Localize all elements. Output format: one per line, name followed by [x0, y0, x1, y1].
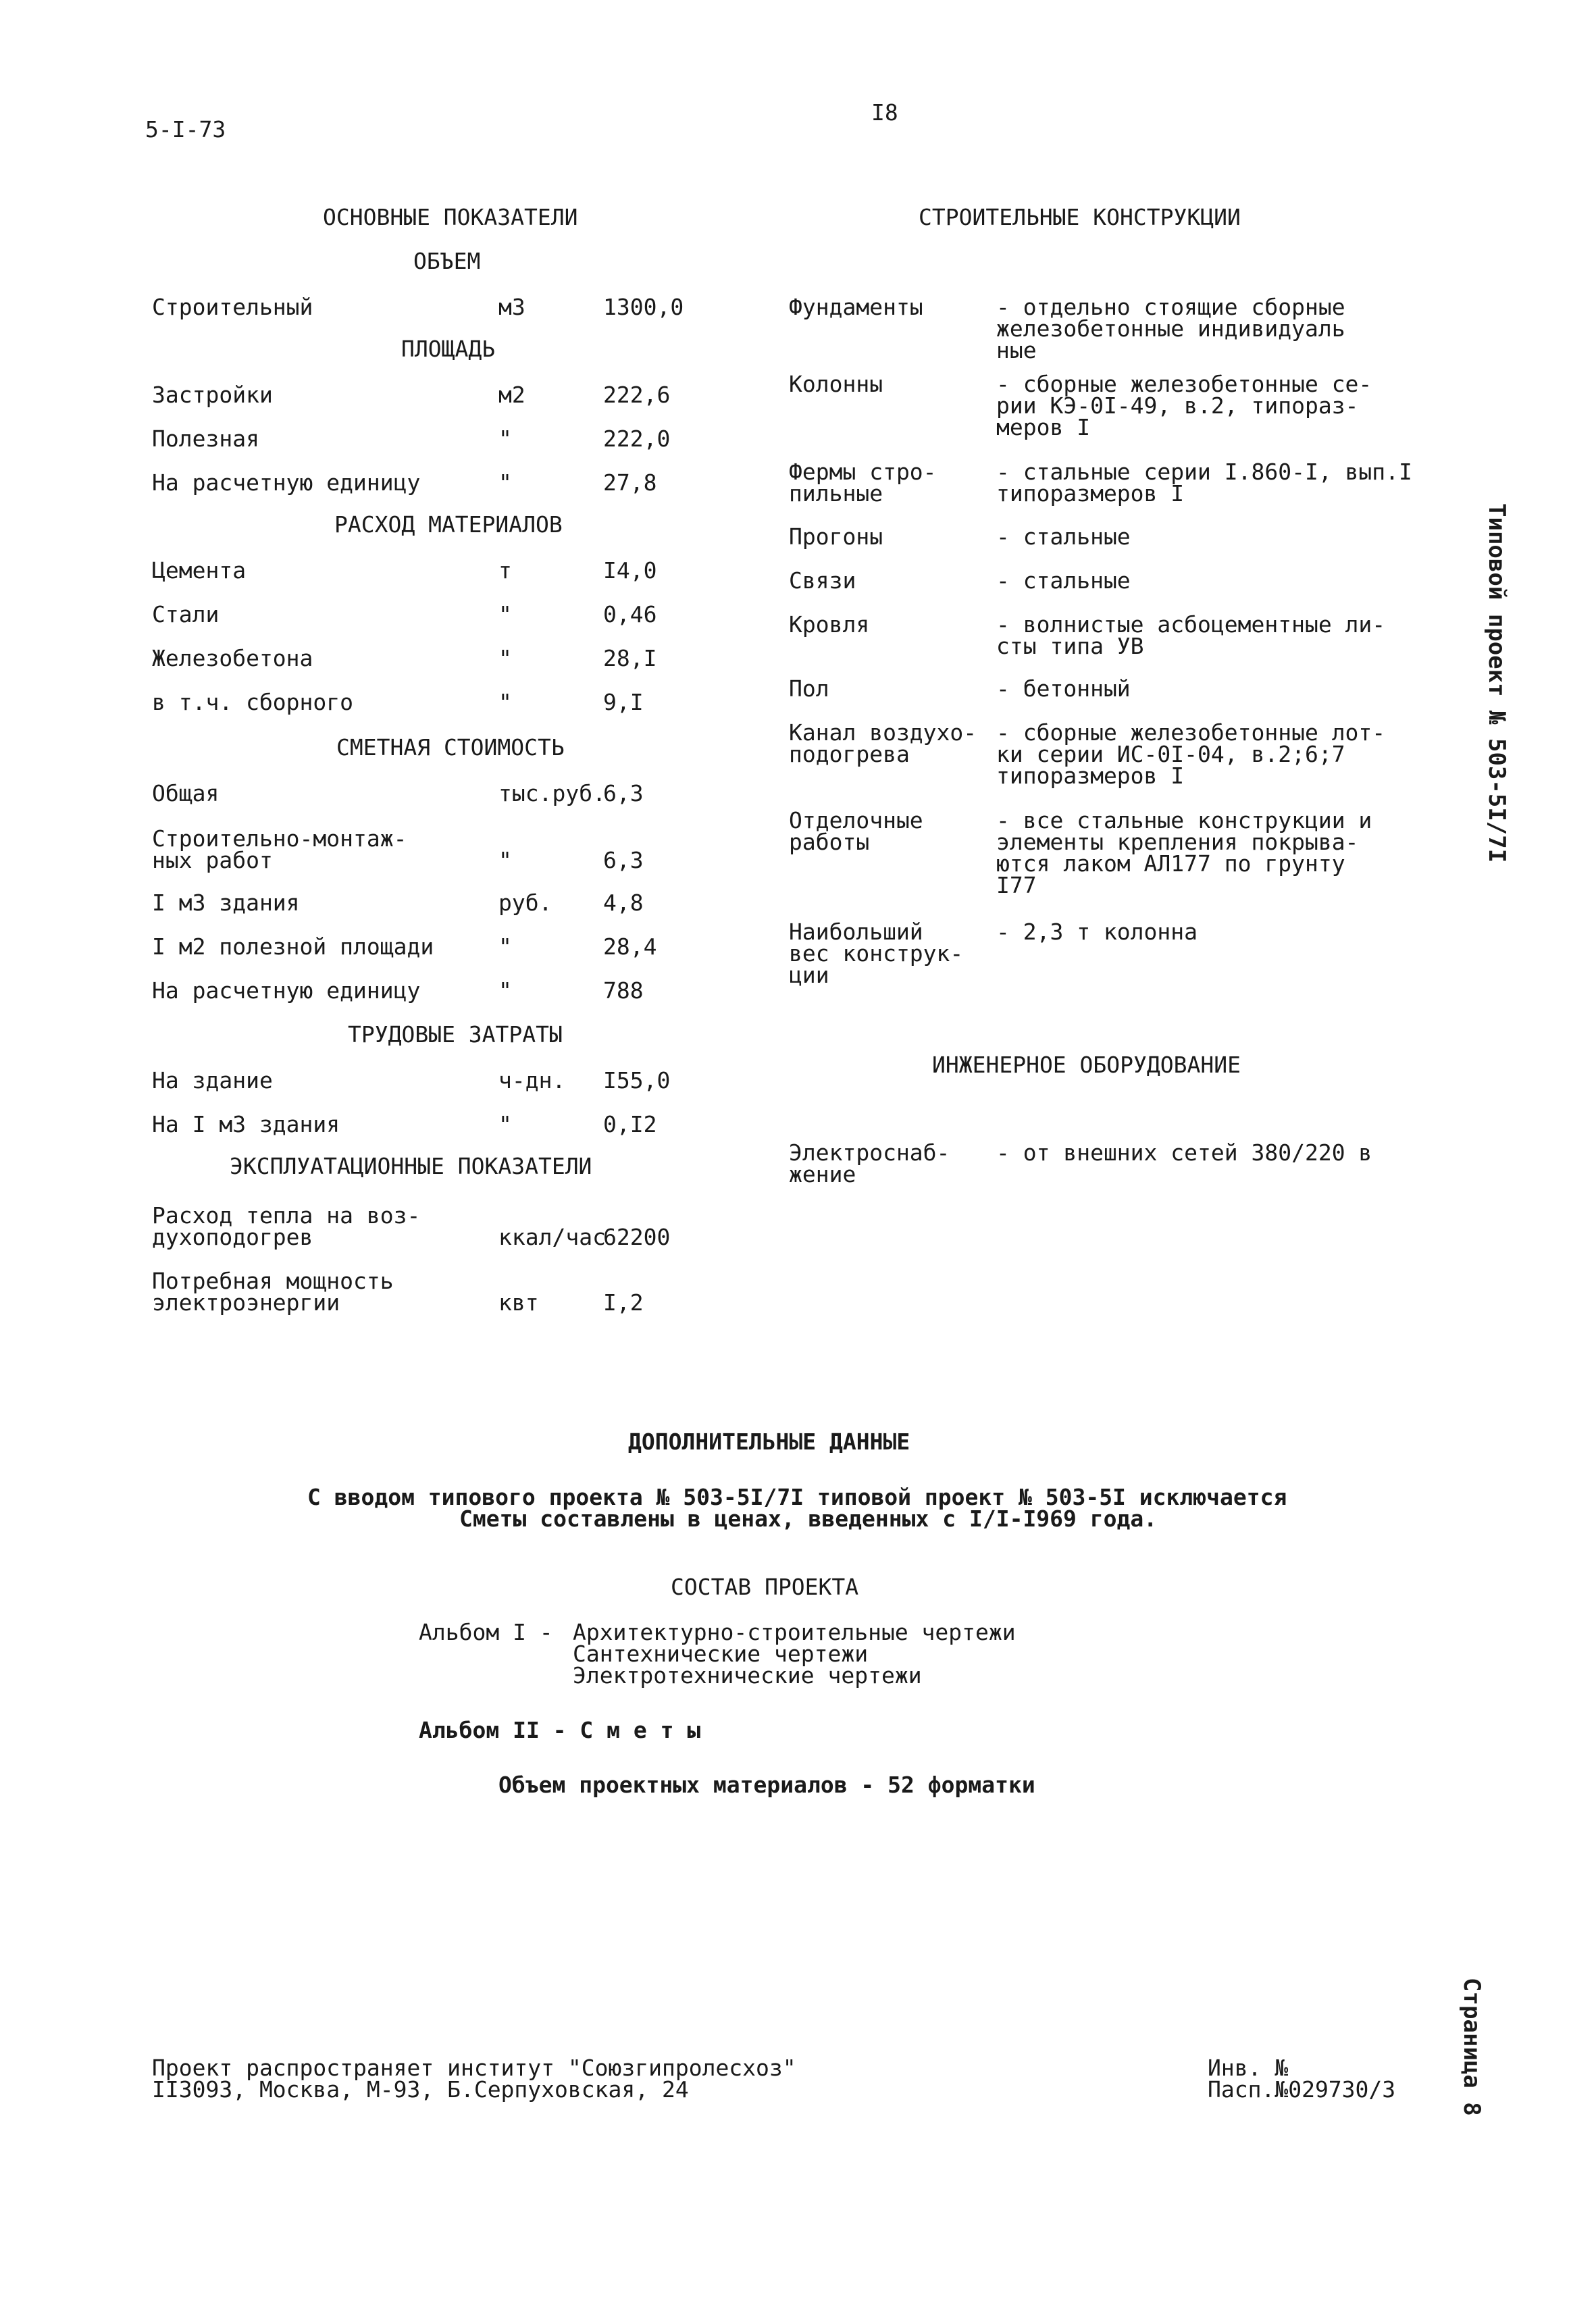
structure-description: типоразмеров I [996, 763, 1185, 789]
album-1-item: Архитектурно-строительные чертежи [573, 1619, 1016, 1645]
indicator-label: Потребная мощность [152, 1268, 394, 1294]
distributor-line: Проект распространяет институт "Союзгипролесхоз" [152, 2055, 796, 2081]
indicator-value: 0,46 [603, 601, 657, 627]
indicator-unit: руб. [498, 890, 552, 916]
structure-label: пильные [789, 480, 883, 507]
indicator-value: 6,3 [603, 847, 644, 873]
passport-number: Пасп.№029730/3 [1208, 2076, 1396, 2103]
indicator-value: 222,6 [603, 382, 671, 408]
structure-description: - отдельно стоящие сборные [996, 294, 1345, 320]
indicator-value: I,2 [603, 1289, 644, 1316]
indicator-label: На I м3 здания [152, 1111, 340, 1137]
structure-label: Фермы стро- [789, 459, 937, 485]
indicator-value: I4,0 [603, 557, 657, 584]
indicator-unit: " [498, 645, 512, 671]
indicator-value: 62200 [603, 1224, 671, 1250]
indicator-value: 27,8 [603, 469, 657, 496]
structure-description: железобетонные индивидуаль [996, 315, 1345, 342]
section-heading: СМЕТНАЯ СТОИМОСТЬ [336, 734, 565, 761]
indicator-label: Стали [152, 601, 220, 627]
indicator-label: I м3 здания [152, 890, 300, 916]
indicator-label: электроэнергии [152, 1289, 340, 1316]
indicator-label: Общая [152, 780, 220, 806]
structure-description: рии КЭ-0I-49, в.2, типораз- [996, 392, 1359, 419]
structure-description: элементы крепления покрыва- [996, 829, 1359, 855]
additional-line-1: С вводом типового проекта № 503-5I/7I типовой проект № 503-5I исключается [307, 1484, 1287, 1510]
album-1-item: Сантехнические чертежи [573, 1641, 869, 1667]
indicator-value: 0,I2 [603, 1111, 657, 1137]
engineering-description: - от внешних сетей 380/220 в [996, 1139, 1372, 1166]
album-1-label: Альбом I - [419, 1619, 553, 1645]
indicator-value: 4,8 [603, 890, 644, 916]
structure-label: Колонны [789, 371, 883, 397]
structure-label: подогрева [789, 741, 910, 767]
indicator-label: I м2 полезной площади [152, 933, 434, 960]
structure-description: ки серии ИС-0I-04, в.2;6;7 [996, 741, 1345, 767]
album-1-item: Электротехнические чертежи [573, 1662, 922, 1689]
structure-description: - волнистые асбоцементные ли- [996, 611, 1386, 638]
structure-description: ются лаком АЛ177 по грунту [996, 850, 1345, 877]
indicator-value: I55,0 [603, 1067, 671, 1094]
structure-label: работы [789, 829, 870, 855]
side-project-label: Типовой проект № 503-5I/7I [1483, 503, 1510, 863]
indicator-value: 6,3 [603, 780, 644, 806]
indicator-label: На расчетную единицу [152, 977, 421, 1004]
structure-label: Кровля [789, 611, 870, 638]
structure-description: - стальные [996, 567, 1131, 594]
structure-description: ные [996, 337, 1037, 363]
indicator-unit: " [498, 469, 512, 496]
structure-description: сты типа УВ [996, 633, 1144, 659]
structure-description: - сборные железобетонные лот- [996, 719, 1386, 746]
engineering-label: Электроснаб- [789, 1139, 950, 1166]
indicator-unit: м3 [498, 294, 525, 320]
engineering-title: ИНЖЕНЕРНОЕ ОБОРУДОВАНИЕ [932, 1052, 1241, 1078]
structure-label: Отделочные [789, 807, 923, 833]
indicator-label: в т.ч. сборного [152, 689, 354, 715]
address-line: II3093, Москва, М-93, Б.Серпуховская, 24 [152, 2076, 689, 2103]
structure-description: - стальные [996, 523, 1131, 550]
additional-line-2: Сметы составлены в ценах, введенных с I/I-I969 года. [459, 1506, 1158, 1532]
doc-code: 5-I-73 [145, 116, 226, 143]
structure-description: - все стальные конструкции и [996, 807, 1372, 833]
section-heading: ОБЪЕМ [413, 248, 481, 274]
indicator-value: 1300,0 [603, 294, 684, 320]
structure-label: Фундаменты [789, 294, 923, 320]
structure-description: - 2,3 т колонна [996, 919, 1198, 945]
additional-title: ДОПОЛНИТЕЛЬНЫЕ ДАННЫЕ [628, 1429, 910, 1455]
indicator-label: Цемента [152, 557, 247, 584]
indicator-label: Расход тепла на воз- [152, 1202, 421, 1229]
structure-description: - стальные серии I.860-I, вып.I [996, 459, 1412, 485]
indicator-value: 28,4 [603, 933, 657, 960]
structure-description: типоразмеров I [996, 480, 1185, 507]
indicator-label: Строительно-монтаж- [152, 825, 407, 852]
indicator-unit: " [498, 847, 512, 873]
structure-description: - сборные железобетонные се- [996, 371, 1372, 397]
indicator-unit: ч-дн. [498, 1067, 566, 1094]
indicator-unit: тыс.руб. [498, 780, 606, 806]
indicator-unit: т [498, 557, 512, 584]
indicator-unit: " [498, 689, 512, 715]
indicator-value: 788 [603, 977, 644, 1004]
section-heading: РАСХОД МАТЕРИАЛОВ [334, 511, 563, 538]
indicator-label: На расчетную единицу [152, 469, 421, 496]
indicator-value: 28,I [603, 645, 657, 671]
indicator-label: Железобетона [152, 645, 313, 671]
album-2: Альбом II - С м е т ы [419, 1717, 701, 1743]
indicator-unit: ккал/час [498, 1224, 606, 1250]
structure-label: Канал воздухо- [789, 719, 977, 746]
indicator-label: Застройки [152, 382, 273, 408]
structure-description: I77 [996, 872, 1037, 898]
structure-description: - бетонный [996, 675, 1131, 702]
engineering-label: жение [789, 1161, 856, 1187]
indicator-unit: " [498, 977, 512, 1004]
indicator-label: На здание [152, 1067, 273, 1094]
indicator-label: духоподогрев [152, 1224, 313, 1250]
structure-label: Прогоны [789, 523, 883, 550]
section-heading: ПЛОЩАДЬ [401, 336, 496, 362]
indicator-unit: " [498, 601, 512, 627]
right-title: СТРОИТЕЛЬНЫЕ КОНСТРУКЦИИ [919, 204, 1241, 230]
materials-volume: Объем проектных материалов - 52 форматки [498, 1772, 1035, 1798]
structure-description: меров I [996, 414, 1091, 440]
indicator-unit: м2 [498, 382, 525, 408]
side-page-label: Страница 8 [1458, 1978, 1485, 2116]
inventory-number: Инв. № [1208, 2055, 1289, 2081]
section-heading: ЭКСПЛУАТАЦИОННЫЕ ПОКАЗАТЕЛИ [230, 1153, 592, 1179]
structure-label: Наибольший [789, 919, 923, 945]
indicator-label: Строительный [152, 294, 313, 320]
composition-title: СОСТАВ ПРОЕКТА [671, 1574, 859, 1600]
indicator-unit: квт [498, 1289, 539, 1316]
indicator-unit: " [498, 933, 512, 960]
indicator-label: Полезная [152, 426, 259, 452]
indicator-label: ных работ [152, 847, 273, 873]
page-number: I8 [871, 99, 898, 126]
structure-label: вес конструк- [789, 940, 964, 967]
indicator-unit: " [498, 426, 512, 452]
structure-label: Пол [789, 675, 829, 702]
indicator-value: 9,I [603, 689, 644, 715]
section-heading: ТРУДОВЫЕ ЗАТРАТЫ [348, 1021, 563, 1048]
indicator-value: 222,0 [603, 426, 671, 452]
structure-label: Связи [789, 567, 856, 594]
indicator-unit: " [498, 1111, 512, 1137]
structure-label: ции [789, 962, 829, 988]
left-title: ОСНОВНЫЕ ПОКАЗАТЕЛИ [323, 204, 578, 230]
